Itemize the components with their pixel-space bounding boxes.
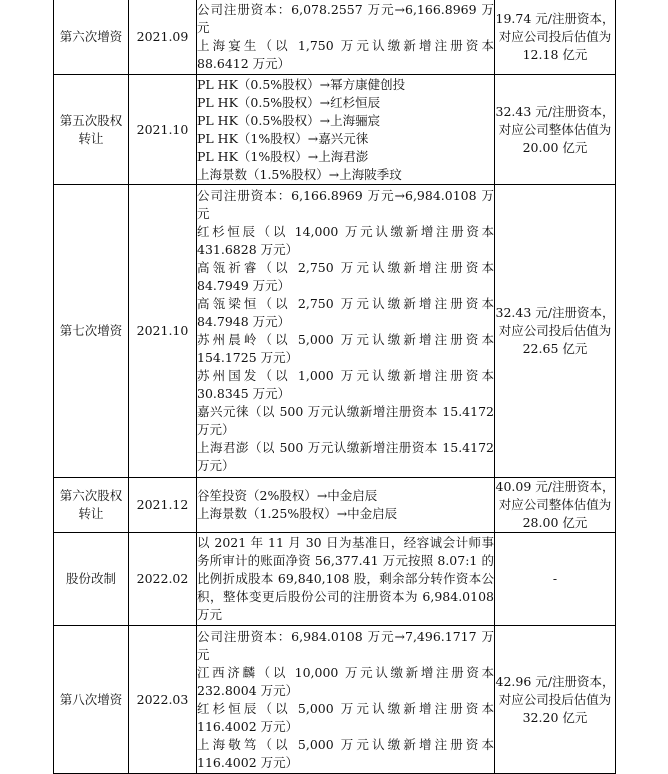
event-cell: 第五次股权转让 [54,75,129,185]
date-cell: 2021.12 [129,478,197,533]
event-cell: 第六次增资 [54,0,129,75]
description-line: 高瓴祈睿（以 2,750 万元认缴新增注册资本 84.7949 万元） [197,260,494,293]
date-cell: 2021.10 [129,75,197,185]
date-cell: 2021.09 [129,0,197,75]
valuation-cell: 32.43 元/注册资本，对应公司投后估值为 22.65 亿元 [495,185,616,478]
description-line: 上海宴生（以 1,750 万元认缴新增注册资本 88.6412 万元） [197,38,494,71]
valuation-cell: 40.09 元/注册资本，对应公司整体估值为 28.00 亿元 [495,478,616,533]
description-cell [197,0,495,75]
description-cell [197,185,495,478]
description-line: 上海君澎（以 500 万元认缴新增注册资本 15.4172 万元） [197,440,494,473]
description-line: 江西济麟（以 10,000 万元认缴新增注册资本 232.8004 万元） [197,664,494,698]
valuation-cell: 32.43 元/注册资本，对应公司整体估值为 20.00 亿元 [495,75,616,185]
description-line: 苏州晨岭（以 5,000 万元认缴新增注册资本 154.1725 万元） [197,332,494,365]
table-row [54,533,616,626]
description-line: 上海景数（1.25%股权）→中金启辰 [197,506,398,521]
description-line: 公司注册资本：6,984.0108 万元→7,496.1717 万元 [197,628,494,662]
description-line: PL HK（1%股权）→嘉兴元徕 [197,130,369,146]
event-cell: 股份改制 [54,533,129,626]
description-cell [197,478,495,533]
description-cell [197,626,495,774]
valuation-cell: - [495,533,616,626]
description-line: 谷笙投资（2%股权）→中金启辰 [197,488,378,503]
description-line: 红杉恒辰（以 5,000 万元认缴新增注册资本 116.4002 万元） [197,700,494,734]
description-cell [197,533,495,626]
description-line: 红杉恒辰（以 14,000 万元认缴新增注册资本 431.6828 万元） [197,224,494,257]
event-cell: 第八次增资 [54,626,129,774]
description-line: 高瓴梁恒（以 2,750 万元认缴新增注册资本 84.7948 万元） [197,296,494,329]
table-row [54,478,616,533]
description-line: PL HK（0.5%股权）→幂方康健创投 [197,76,406,92]
description-line: 上海景数（1.5%股权）→上海陂季玟 [197,166,402,182]
description-line: 公司注册资本：6,078.2557 万元→6,166.8969 万元 [197,2,494,35]
description-line: 以 2021 年 11 月 30 日为基准日，经容诚会计师事务所审计的账面净资 56,377.41 万元按照 8.07:1 的比例折成股本 69,840,108 股，剩余部分转作资本公积，整体变更后股份公司的注册资本为 6,984.0108 万元 [197,535,494,622]
event-cell: 第七次增资 [54,185,129,478]
valuation-cell: 19.74 元/注册资本，对应公司投后估值为 12.18 亿元 [495,0,616,75]
table-row [54,0,616,75]
description-cell [197,75,495,185]
description-line: 嘉兴元徕（以 500 万元认缴新增注册资本 15.4172 万元） [197,404,494,437]
valuation-cell: 42.96 元/注册资本，对应公司投后估值为 32.20 亿元 [495,626,616,774]
table-row [54,626,616,774]
date-cell: 2022.03 [129,626,197,774]
date-cell: 2022.02 [129,533,197,626]
table-row [54,75,616,185]
event-cell: 第六次股权转让 [54,478,129,533]
date-cell: 2021.10 [129,185,197,478]
description-line: PL HK（0.5%股权）→红杉恒辰 [197,94,381,110]
description-line: PL HK（0.5%股权）→上海骊宸 [197,112,381,128]
description-line: 上海敬笃（以 5,000 万元认缴新增注册资本 116.4002 万元） [197,736,494,770]
description-line: PL HK（1%股权）→上海君澎 [197,148,369,164]
table-row [54,185,616,478]
description-line: 苏州国发（以 1,000 万元认缴新增注册资本 30.8345 万元） [197,368,494,401]
capital-history-table [53,0,616,774]
description-line: 公司注册资本：6,166.8969 万元→6,984.0108 万元 [197,188,494,221]
